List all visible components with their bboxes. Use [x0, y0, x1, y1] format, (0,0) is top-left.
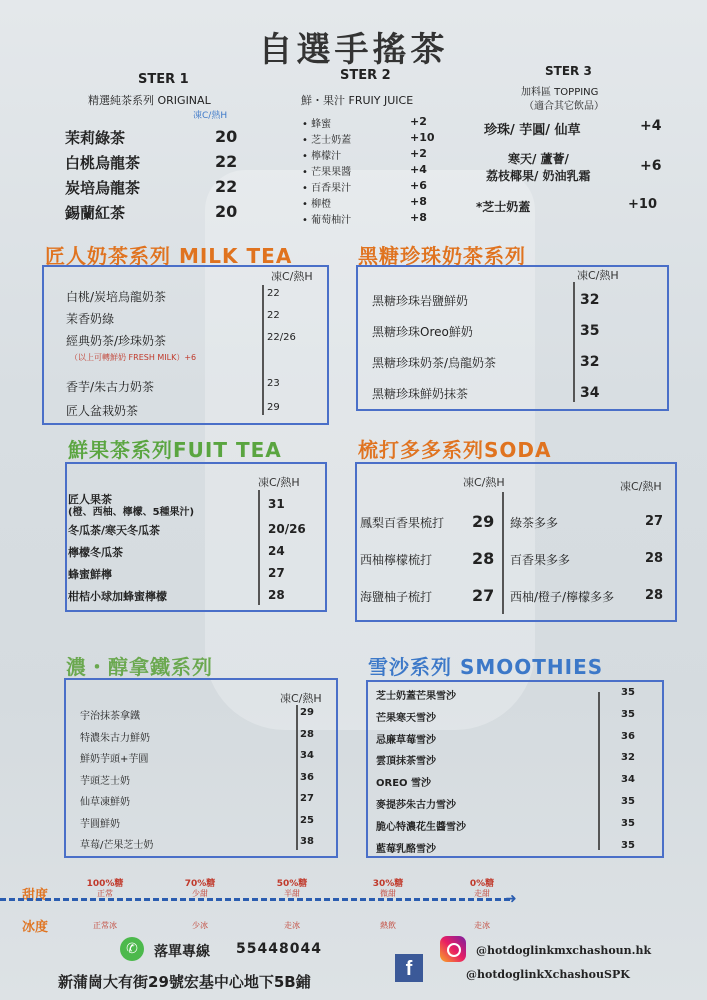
latte-hot-cold: 凍C/熱H	[280, 692, 322, 705]
menu-item-name-line2: 荔枝椰果/ 奶油乳霜	[486, 169, 591, 183]
ice-level-label: 少冰	[192, 921, 208, 930]
menu-item-name: 茉莉綠茶	[65, 129, 126, 147]
menu-item-name: 芋頭芝士奶	[80, 775, 130, 787]
menu-item-name: 鳳梨百香果梳打	[360, 516, 445, 530]
menu-item-price: +6	[640, 158, 662, 174]
menu-item-name: 鮮奶芋頭+芋圓	[80, 754, 149, 765]
menu-item-name: • 柳橙	[302, 199, 332, 210]
menu-item-name: 匠人果茶	[68, 493, 112, 506]
menu-item-name: 西柚檸檬梳打	[360, 553, 433, 567]
hotline-phone[interactable]: 55448044	[236, 941, 322, 957]
brown-sugar-divider	[573, 282, 575, 402]
milk-tea-title: 匠人奶茶系列 MILK TEA	[45, 244, 293, 268]
menu-item-price: 28	[472, 549, 495, 568]
menu-item-price: 36	[300, 771, 314, 783]
menu-item-price: 35	[621, 708, 635, 720]
menu-item-name: 百香果多多	[510, 553, 571, 567]
menu-item-price: +4	[640, 118, 662, 134]
menu-item-name: 忌廉草莓雪沙	[376, 734, 436, 746]
menu-item-name: 黑糖珍珠岩鹽鮮奶	[372, 294, 469, 308]
menu-item-name: • 芒果果醬	[302, 167, 352, 178]
menu-item-price: 27	[268, 566, 285, 580]
menu-item-price: 22	[267, 310, 280, 321]
ice-level-label: 走冰	[284, 921, 300, 930]
ice-level-label: 熱飲	[380, 921, 396, 930]
menu-item-name: • 葡萄柚汁	[302, 215, 352, 226]
step3-subtitle: 加料區 TOPPING	[521, 87, 599, 98]
menu-item-name: 芋圓鮮奶	[80, 818, 120, 830]
ice-level-label: 走冰	[474, 921, 490, 930]
menu-item-name: 黑糖珍珠奶茶/烏龍奶茶	[372, 356, 497, 370]
menu-item-price: 35	[621, 796, 635, 807]
step1-heading: STER 1	[138, 72, 189, 87]
menu-item-name: 海鹽柚子梳打	[360, 590, 433, 604]
page-title: 自選手搖茶	[258, 30, 449, 70]
sugar-level-desc: 半甜	[284, 889, 300, 898]
menu-item-name: • 芝士奶蓋	[302, 135, 352, 146]
brown-sugar-title: 黑糖珍珠奶茶系列	[358, 244, 526, 268]
menu-item-price: 28	[300, 728, 314, 740]
latte-divider	[296, 705, 298, 850]
step3-note: （適合其它飲品）	[524, 101, 604, 112]
menu-item-name: 草莓/芒果芝士奶	[80, 840, 154, 851]
menu-item-price: 20	[215, 202, 238, 221]
fruit-tea-title: 鮮果茶系列FUIT TEA	[68, 438, 282, 462]
soda-title: 梳打多多系列SODA	[358, 438, 552, 462]
step1-subtitle: 精選純茶系列 ORIGINAL	[88, 94, 211, 107]
menu-item-name: 白桃/炭培烏龍奶茶	[66, 290, 167, 304]
ice-level-label: 正常冰	[93, 921, 117, 930]
instagram-icon[interactable]	[440, 936, 466, 962]
menu-item-name: 綠茶多多	[510, 516, 559, 530]
menu-item-price: 36	[621, 730, 635, 742]
menu-item-name: 芒果寒天雪沙	[376, 712, 436, 724]
menu-item-price: 35	[621, 817, 635, 829]
menu-item-name: 藍莓乳酪雪沙	[376, 843, 436, 855]
menu-item-price: +6	[410, 179, 427, 192]
menu-item-name: 茉香奶綠	[66, 312, 115, 326]
menu-item-price: 38	[300, 836, 314, 847]
step2-subtitle: 鮮・果汁 FRUIY JUICE	[301, 94, 414, 107]
menu-item-price: 24	[268, 544, 285, 558]
fruit-tea-hot-cold: 凍C/熱H	[258, 476, 300, 489]
menu-item-name: 珍珠/ 芋圓/ 仙草	[484, 123, 581, 138]
soda-hot-cold-left: 凍C/熱H	[463, 476, 505, 489]
menu-item-price: 29	[300, 707, 314, 718]
menu-item-price: +10	[628, 197, 657, 212]
menu-item-price: 25	[300, 814, 314, 826]
smoothies-divider	[598, 692, 600, 850]
menu-item-name: 仙草凍鮮奶	[80, 797, 130, 808]
menu-item-price: +2	[410, 115, 427, 128]
menu-item-name: • 百香果汁	[302, 183, 352, 194]
menu-item-name: 炭培烏龍茶	[65, 179, 141, 197]
menu-item-price: +8	[410, 211, 427, 224]
hotline-label: 落單專線	[154, 944, 210, 960]
menu-item-price: 29	[267, 402, 280, 413]
menu-item-price: 22/26	[267, 332, 296, 343]
menu-item-name: 錫蘭紅茶	[65, 204, 126, 222]
menu-item-name: 經典奶茶/珍珠奶茶	[66, 334, 167, 348]
sweet-label: 甜度	[22, 888, 49, 903]
menu-item-name: 檸檬冬瓜茶	[68, 546, 123, 559]
menu-item-price: 22	[215, 177, 238, 196]
menu-item-price: +4	[410, 163, 427, 176]
menu-item-price: 22	[267, 288, 280, 299]
menu-item-name: 西柚/橙子/檸檬多多	[510, 590, 615, 604]
menu-item-price: 20/26	[268, 522, 306, 536]
menu-item-name: 脆心特濃花生醬雪沙	[376, 821, 466, 833]
menu-item-price: 35	[621, 687, 635, 698]
milk-tea-note: （以上可轉鮮奶 FRESH MILK）+6	[70, 353, 197, 362]
menu-item-price: 35	[580, 323, 600, 339]
menu-item-price: 27	[300, 793, 314, 804]
menu-item-price: 34	[621, 774, 635, 786]
fruit-tea-divider	[258, 490, 260, 605]
menu-item-price: +2	[410, 147, 427, 160]
menu-item-name: OREO 雪沙	[376, 778, 432, 790]
menu-item-price: 32	[621, 752, 635, 764]
sugar-level-label: 50%糖	[276, 879, 308, 889]
sugar-level-label: 70%糖	[184, 879, 216, 889]
menu-item-price: 28	[268, 588, 285, 602]
scale-arrow-icon: ➜	[505, 891, 517, 907]
sugar-level-desc: 走甜	[474, 889, 490, 898]
step2-heading: STER 2	[340, 68, 391, 83]
menu-item-price: 27	[472, 586, 495, 605]
step1-hot-cold: 凍C/熱H	[193, 111, 228, 121]
menu-item-price: 29	[472, 512, 495, 531]
brown-sugar-hot-cold: 凍C/熱H	[577, 269, 619, 282]
facebook-handle[interactable]: @hotdoglinkXchashouSPK	[466, 968, 630, 981]
menu-item-price: 31	[268, 497, 285, 511]
sugar-level-label: 100%糖	[86, 879, 124, 889]
facebook-icon[interactable]: f	[395, 954, 423, 982]
step3-heading: STER 3	[545, 64, 592, 78]
menu-item-name: • 檸檬汁	[302, 151, 342, 162]
menu-item-price: 28	[645, 588, 664, 603]
menu-item-name: • 蜂蜜	[302, 119, 332, 130]
menu-item-price: 27	[645, 514, 664, 529]
menu-item-name: 麥提莎朱古力雪沙	[376, 800, 456, 811]
menu-item-price: 22	[215, 152, 238, 171]
milk-tea-divider	[262, 285, 264, 415]
menu-item-price: 20	[215, 127, 238, 146]
menu-item-name: 黑糖珍珠鮮奶抹茶	[372, 387, 469, 401]
menu-item-price: 23	[267, 378, 280, 389]
instagram-handle[interactable]: @hotdoglinkmxchashoun.hk	[476, 944, 652, 957]
menu-item-price: +10	[410, 131, 435, 144]
menu-item-name: 蜂蜜鮮檸	[68, 568, 112, 581]
sugar-level-label: 30%糖	[372, 879, 404, 889]
shop-address: 新蒲崗大有街29號宏基中心地下5B鋪	[58, 973, 311, 991]
soda-hot-cold-right: 凍C/熱H	[620, 480, 662, 493]
smoothies-title: 雪沙系列 SMOOTHIES	[368, 655, 604, 679]
latte-title: 濃・醇拿鐵系列	[66, 655, 213, 679]
menu-item-price: 34	[300, 750, 314, 761]
menu-item-name: 香芋/朱古力奶茶	[66, 380, 155, 394]
sugar-level-desc: 微甜	[380, 889, 396, 898]
milk-tea-hot-cold: 凍C/熱H	[271, 270, 313, 283]
menu-item-name: 芝士奶蓋芒果雪沙	[376, 691, 456, 702]
menu-item-name: 雲頂抹茶雪沙	[376, 756, 436, 768]
menu-item-price: 34	[580, 385, 600, 401]
menu-item-name: 寒天/ 蘆薈/	[508, 152, 569, 166]
menu-item-name: 冬瓜茶/寒天冬瓜茶	[68, 524, 161, 537]
menu-item-price: 35	[621, 839, 635, 851]
menu-item-price: 32	[580, 292, 600, 308]
menu-item-price: +8	[410, 195, 427, 208]
menu-item-name-line2: (橙、西柚、檸檬、5種果汁)	[68, 507, 195, 518]
sugar-level-desc: 少甜	[192, 889, 208, 898]
menu-item-name: 白桃烏龍茶	[65, 154, 141, 172]
menu-item-name: 匠人盆栽奶茶	[66, 404, 139, 418]
sugar-level-desc: 正常	[97, 889, 113, 898]
menu-item-price: 32	[580, 354, 600, 370]
menu-item-name: 柑桔小球加蜂蜜檸檬	[68, 590, 167, 603]
ice-label: 冰度	[22, 920, 49, 935]
menu-item-price: 28	[645, 551, 664, 566]
soda-divider	[502, 492, 504, 614]
menu-item-name: 特濃朱古力鮮奶	[80, 732, 150, 744]
whatsapp-icon: ✆	[120, 937, 144, 961]
menu-item-name: 宇治抹茶拿鐵	[80, 711, 140, 722]
menu-item-name: *芝士奶蓋	[476, 200, 531, 214]
menu-item-name: 黑糖珍珠Oreo鮮奶	[372, 325, 473, 339]
sugar-level-label: 0%糖	[469, 879, 495, 889]
